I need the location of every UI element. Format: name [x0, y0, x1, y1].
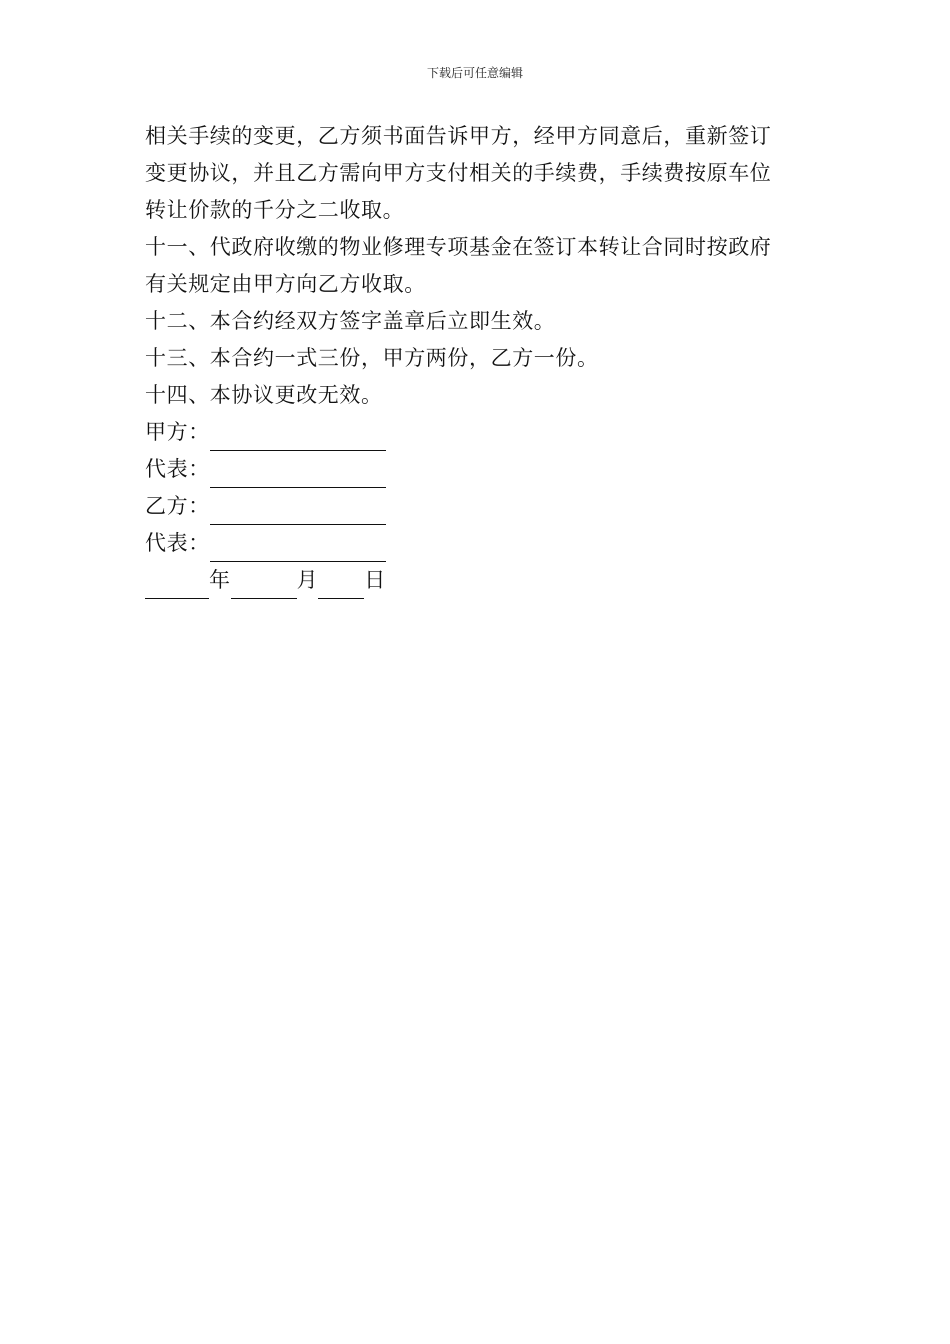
document-body [145, 118, 810, 599]
party-a-blank[interactable] [210, 424, 386, 451]
month-blank[interactable] [231, 572, 297, 599]
party-b-rep-blank[interactable] [210, 535, 386, 562]
party-b-label: 乙方： [145, 494, 210, 518]
page-header: 下载后可任意编辑 [426, 66, 523, 80]
paragraph-line: 转让价款的千分之二收取。 [145, 198, 405, 222]
party-b-blank[interactable] [210, 498, 386, 525]
clause-11-line: 十一、代政府收缴的物业修理专项基金在签订本转让合同时按政府 [145, 235, 772, 259]
party-b-rep-signature [145, 525, 810, 562]
clause-11-line: 有关规定由甲方向乙方收取。 [145, 272, 426, 296]
month-label: 月 [296, 568, 319, 592]
day-blank[interactable] [318, 572, 364, 599]
date-line [145, 562, 810, 599]
clause-14: 十四、本协议更改无效。 [145, 383, 383, 407]
paragraph-line: 变更协议，并且乙方需向甲方支付相关的手续费，手续费按原车位 [145, 161, 772, 185]
party-a-rep-blank[interactable] [210, 461, 386, 488]
year-blank[interactable] [145, 572, 209, 599]
clause-12: 十二、本合约经双方签字盖章后立即生效。 [145, 309, 556, 333]
clause-13: 十三、本合约一式三份，甲方两份，乙方一份。 [145, 346, 599, 370]
paragraph-line: 相关手续的变更，乙方须书面告诉甲方，经甲方同意后，重新签订 [145, 124, 772, 148]
party-b-signature [145, 488, 810, 525]
day-label: 日 [364, 568, 386, 592]
party-a-label: 甲方： [145, 420, 210, 444]
party-a-rep-signature [145, 451, 810, 488]
party-a-signature [145, 414, 810, 451]
party-a-rep-label: 代表： [145, 457, 210, 481]
party-b-rep-label: 代表： [145, 531, 210, 555]
year-label: 年 [209, 568, 231, 592]
